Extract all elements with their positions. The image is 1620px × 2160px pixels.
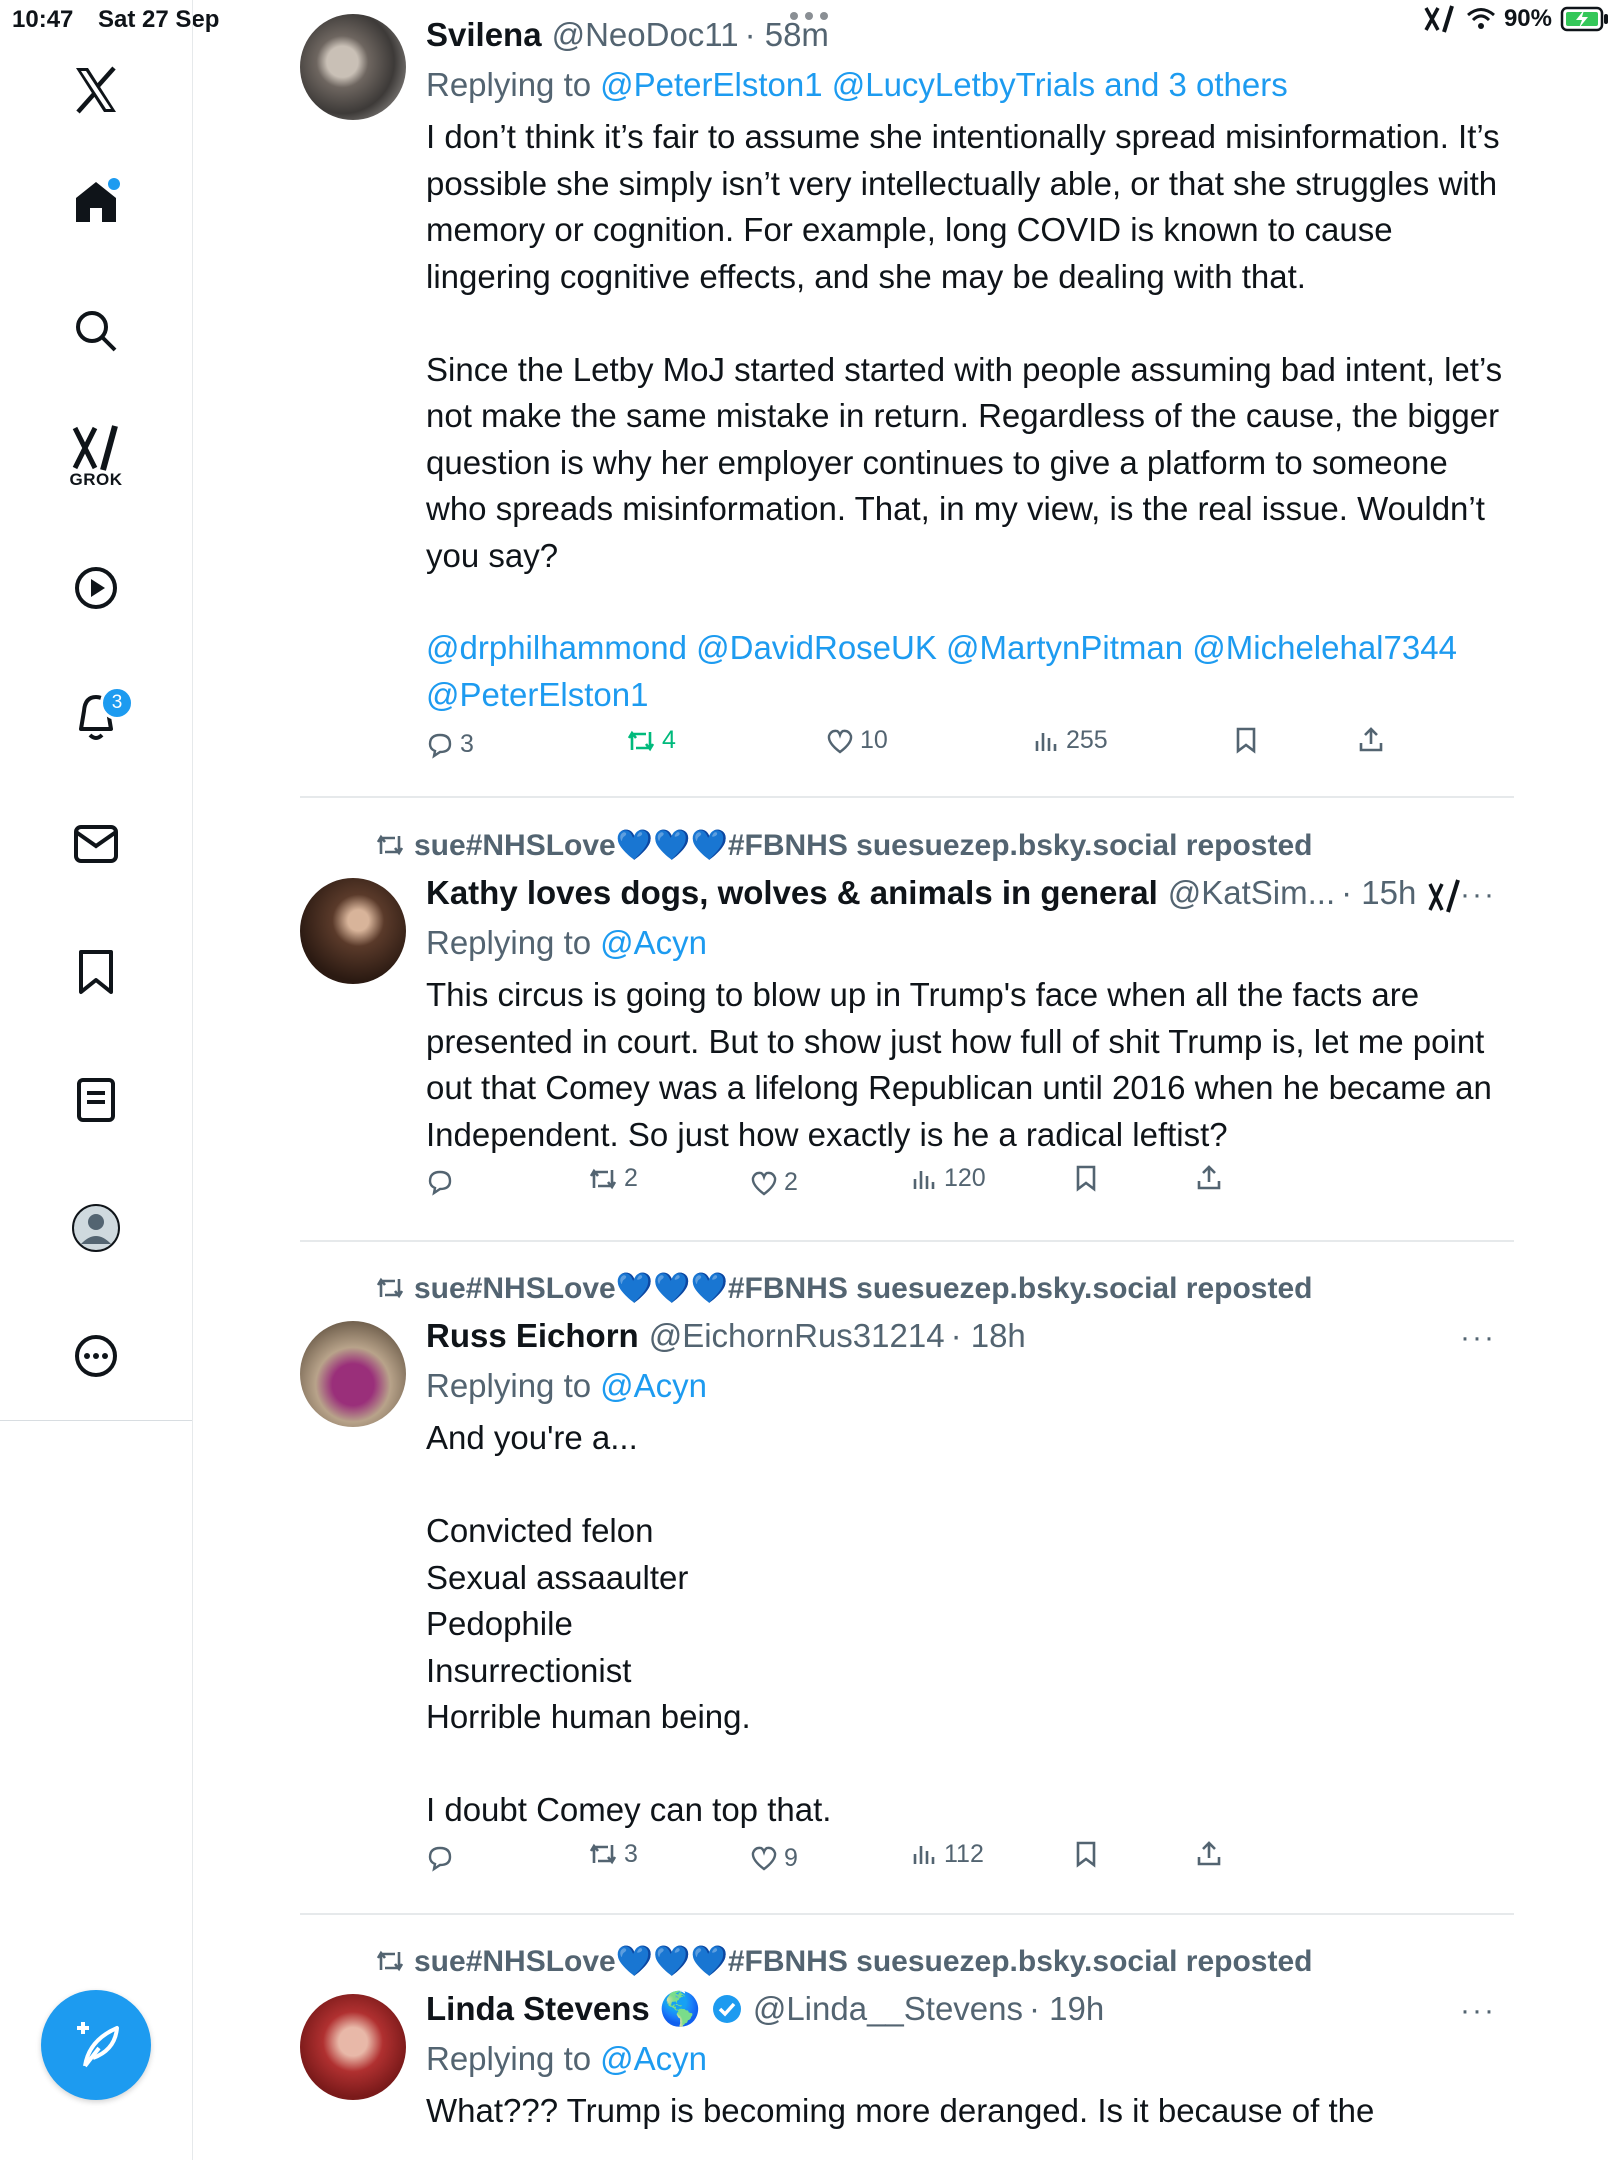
grok-explain-icon[interactable] (1426, 878, 1462, 914)
replying-label: Replying to (426, 924, 592, 961)
avatar[interactable] (300, 1321, 406, 1427)
notifications-icon[interactable] (56, 676, 136, 756)
repost-suffix: #FBNHS suesuezep.bsky.social reposted (727, 828, 1313, 862)
avatar[interactable] (300, 1994, 406, 2100)
repost-button[interactable] (626, 726, 676, 755)
reply-icon (426, 1168, 454, 1196)
tweet-text: And you're a... Convicted felon Sexual assaaulter Pedophile Insurrectionist Horrible human being. I doubt Comey can top that. (426, 1419, 832, 1828)
x-logo[interactable] (56, 50, 136, 130)
repost-count: 3 (624, 1839, 638, 1868)
heart-icon (750, 1845, 778, 1871)
tweet-time: · 58m (744, 16, 829, 53)
messages-icon[interactable] (56, 804, 136, 884)
blue-hearts-emoji: 💙💙💙 (615, 1944, 728, 1978)
repost-user[interactable]: sue#NHSLove (414, 1271, 616, 1305)
views-icon (912, 1167, 938, 1191)
replying-to-link[interactable]: @Acyn (600, 1367, 707, 1404)
tweet-actions (426, 726, 1506, 780)
repost-user[interactable]: sue#NHSLove (414, 828, 616, 862)
views-icon (912, 1842, 938, 1866)
tweet-header (426, 1311, 1506, 1361)
replying-label: Replying to (426, 2040, 592, 2077)
replying-to-link[interactable]: @PeterElston1 @LucyLetbyTrials and 3 others (600, 66, 1288, 103)
repost-icon (374, 1948, 406, 1974)
reply-icon (426, 1844, 454, 1872)
author-handle[interactable]: @EichornRus31214 (648, 1317, 945, 1354)
replying-to-link[interactable]: @Acyn (600, 924, 707, 961)
tweet-divider (300, 1913, 1514, 1915)
author-handle[interactable]: @KatSim... (1167, 874, 1336, 911)
grok-label: GROK (69, 470, 123, 489)
tweet-actions (426, 1839, 1506, 1894)
bookmark-icon (1074, 1840, 1098, 1868)
replying-label: Replying to (426, 1367, 592, 1404)
tweet-text: This circus is going to blow up in Trump's face when all the facts are presented in court. But to show just how full of shit Trump is, let me point out that Comey was a lifelong Republican until 2016 when he became an Independent. So just how exactly is he a radical leftist? (426, 976, 1502, 1153)
bookmark-button[interactable] (1234, 726, 1258, 754)
reply-button[interactable] (426, 1168, 454, 1196)
tweet-text: I don’t think it’s fair to assume she intentionally spread misinformation. It’s possible she simply isn’t very intellectually able, or that she struggles with memory or cognition. For example, long COVID is known to cause lingering cognitive effects, and she may be dealing with that. Since the Letby MoJ started started with people assuming bad intent, let’s not make the same mistake in return. Regardless of the cause, the bigger question is why her employer continues to give a platform to someone who spreads misinformation. That, in my view, is the real issue. Wouldn’t you say? (426, 118, 1503, 574)
home-icon[interactable] (56, 162, 136, 242)
bookmark-button[interactable] (1074, 1164, 1098, 1192)
tweet-header (426, 10, 1506, 60)
like-button[interactable] (750, 1168, 798, 1197)
avatar[interactable] (300, 14, 406, 120)
author-name[interactable]: Linda Stevens (426, 1990, 650, 2027)
repost-attribution (374, 822, 1506, 868)
avatar[interactable] (300, 878, 406, 984)
repost-icon (588, 1841, 618, 1867)
compose-feather-icon (67, 2016, 125, 2074)
repost-count: 4 (662, 726, 676, 754)
battery-percent: 90% (1503, 5, 1552, 32)
tweet-actions (426, 1164, 1506, 1218)
share-icon (1196, 1164, 1222, 1192)
heart-icon (750, 1170, 778, 1196)
repost-suffix: #FBNHS suesuezep.bsky.social reposted (727, 1944, 1313, 1978)
repost-suffix: #FBNHS suesuezep.bsky.social reposted (727, 1271, 1313, 1305)
share-icon (1358, 726, 1384, 754)
lists-icon[interactable] (56, 1060, 136, 1140)
share-button[interactable] (1358, 726, 1384, 754)
tweet-time: · 15h (1341, 874, 1417, 911)
like-count: 2 (784, 1168, 798, 1196)
reply-count: 3 (460, 730, 474, 758)
video-icon[interactable] (56, 548, 136, 628)
bookmark-icon (1234, 726, 1258, 754)
repost-count: 2 (624, 1164, 638, 1192)
compose-button[interactable] (41, 1990, 151, 2100)
tweet-divider (300, 1240, 1514, 1242)
view-count: 255 (1066, 726, 1108, 754)
blue-hearts-emoji: 💙💙💙 (615, 828, 728, 862)
globe-emoji: 🌎 (659, 1989, 701, 2027)
repost-user[interactable]: sue#NHSLove (414, 1944, 616, 1978)
repost-attribution (374, 1938, 1506, 1984)
repost-button[interactable] (588, 1164, 638, 1193)
replying-to (426, 1361, 1506, 1411)
bookmark-button[interactable] (1074, 1840, 1098, 1868)
profile-icon[interactable] (56, 1188, 136, 1268)
author-name[interactable]: Svilena (426, 16, 542, 53)
repost-icon (588, 1166, 618, 1192)
more-options-button[interactable]: ··· (1460, 1321, 1496, 1354)
like-count: 9 (784, 1843, 798, 1872)
replying-to (426, 918, 1506, 968)
tweet-time: · 19h (1029, 1990, 1105, 2027)
like-button[interactable] (826, 726, 888, 755)
repost-icon (626, 728, 656, 754)
tweet-divider (300, 796, 1514, 798)
like-button[interactable] (750, 1844, 798, 1873)
view-count: 120 (944, 1164, 986, 1192)
replying-to (426, 60, 1506, 110)
repost-attribution (374, 1265, 1506, 1311)
author-name[interactable]: Kathy loves dogs, wolves & animals in general (426, 874, 1158, 911)
heart-icon (826, 728, 854, 754)
reply-icon (426, 731, 454, 759)
tweet-time: · 18h (950, 1317, 1026, 1354)
tweet-header (426, 868, 1506, 918)
repost-icon (374, 832, 406, 858)
sidebar (0, 0, 193, 2160)
notifications-badge: 3 (100, 686, 134, 720)
repost-button[interactable] (588, 1840, 638, 1869)
views-button[interactable] (912, 1164, 986, 1193)
bookmarks-icon[interactable] (56, 932, 136, 1012)
search-icon[interactable] (56, 291, 136, 371)
status-date: Sat 27 Sep (98, 6, 220, 33)
more-options-button[interactable]: ··· (1460, 878, 1496, 911)
views-button[interactable] (912, 1840, 984, 1869)
view-count: 112 (944, 1839, 984, 1868)
author-handle[interactable]: @Linda__Stevens (752, 1990, 1024, 2027)
bookmark-icon (1074, 1164, 1098, 1192)
more-icon[interactable] (56, 1316, 136, 1396)
sidebar-divider (0, 1420, 192, 1421)
views-button[interactable] (1034, 726, 1108, 755)
share-icon (1196, 1840, 1222, 1868)
replying-to (426, 2034, 1506, 2084)
more-options-button[interactable]: ··· (1460, 1994, 1496, 2027)
battery-charging-icon (1560, 6, 1610, 32)
author-handle[interactable]: @NeoDoc11 (551, 16, 739, 53)
verified-badge-icon (711, 1993, 743, 2025)
reply-button[interactable] (426, 1844, 454, 1872)
status-time: 10:47 (12, 6, 74, 33)
tweet-text: What??? Trump is becoming more deranged. Is it because of the (426, 2092, 1375, 2129)
replying-label: Replying to (426, 66, 592, 103)
tweet-header (426, 1984, 1506, 2034)
views-icon (1034, 729, 1060, 753)
repost-icon (374, 1275, 406, 1301)
tweet-mentions[interactable]: @drphilhammond @DavidRoseUK @MartynPitman @Michelehal7344 @PeterElston1 (426, 629, 1457, 713)
blue-hearts-emoji: 💙💙💙 (615, 1271, 728, 1305)
replying-to-link[interactable]: @Acyn (600, 2040, 707, 2077)
reply-button[interactable] (426, 730, 474, 759)
share-button[interactable] (1196, 1164, 1222, 1192)
like-count: 10 (860, 726, 888, 754)
author-name[interactable]: Russ Eichorn (426, 1317, 639, 1354)
grok-icon[interactable] (56, 410, 136, 510)
share-button[interactable] (1196, 1840, 1222, 1868)
